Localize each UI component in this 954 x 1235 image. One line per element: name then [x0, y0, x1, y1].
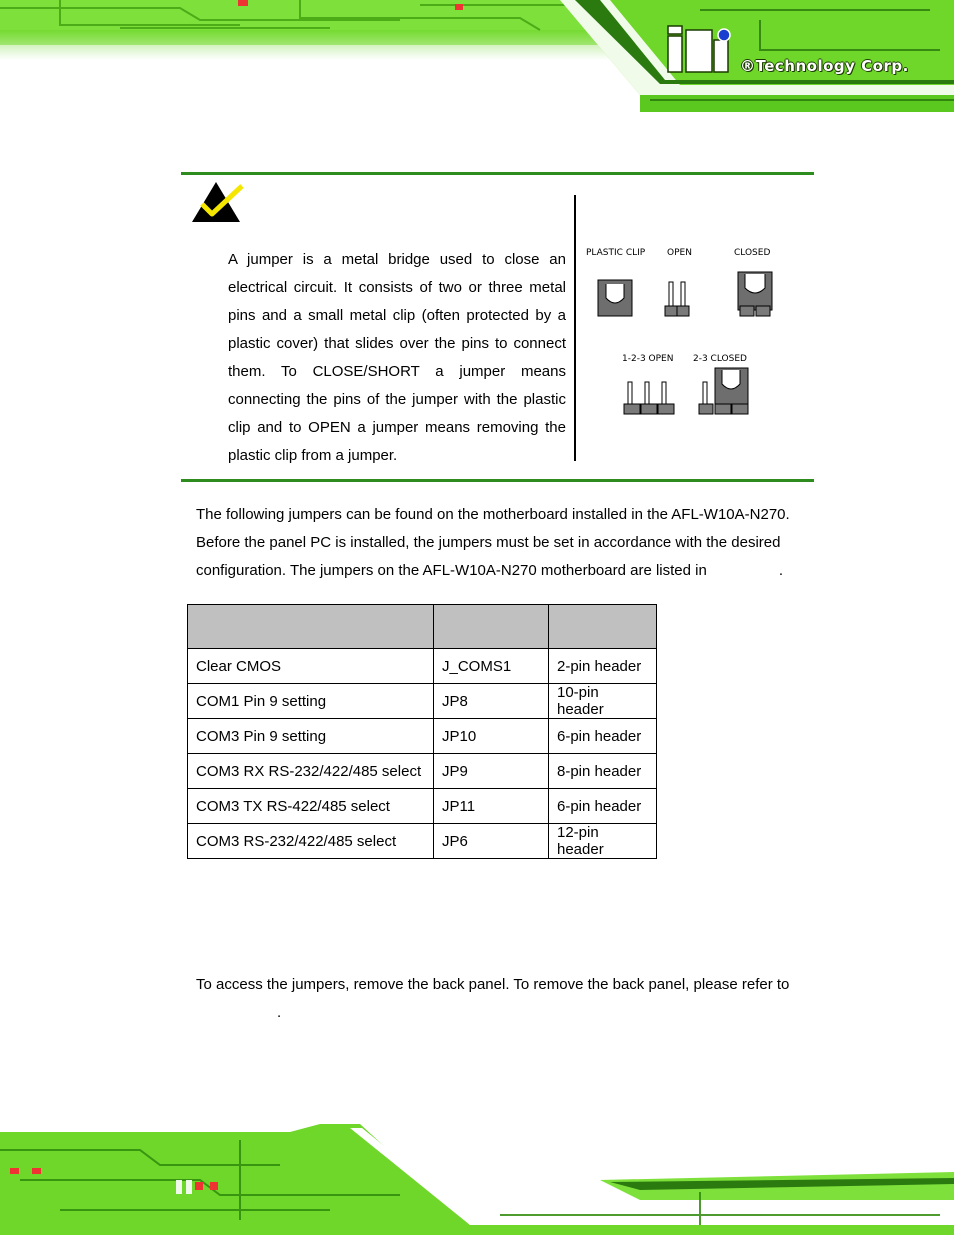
table-row: [188, 649, 657, 684]
jumper-label: J_COMS1: [434, 649, 549, 684]
intro-line-2: Before the panel PC is installed, the jumpers must be set in accordance with the desired: [196, 534, 781, 551]
jumper-type: 10-pin header: [549, 684, 657, 719]
jumper-type: 6-pin header: [549, 789, 657, 824]
table-row: [188, 789, 657, 824]
note-divider: [574, 195, 576, 461]
jumper-label: JP8: [434, 684, 549, 719]
access-line-2: [196, 999, 816, 1027]
page-header: [0, 0, 954, 112]
note-top-rule: [181, 172, 814, 175]
jumper-description: COM3 TX RS-422/485 select: [188, 789, 434, 824]
jumper-label: JP10: [434, 719, 549, 754]
jumper-label: JP9: [434, 754, 549, 789]
jumper-description: COM3 RX RS-232/422/485 select: [188, 754, 434, 789]
table-header-cell: [434, 605, 549, 649]
label-plastic-clip: PLASTIC CLIP: [586, 248, 646, 258]
intro-line-1: The following jumpers can be found on the motherboard installed in the AFL-W10A-N270.: [196, 506, 790, 523]
table-row: [188, 719, 657, 754]
access-line-2-end: .: [277, 1004, 282, 1021]
table-header-cell: [549, 605, 657, 649]
jumper-label: JP6: [434, 824, 549, 859]
jumper-description: COM3 RS-232/422/485 select: [188, 824, 434, 859]
label-closed: CLOSED: [734, 248, 771, 258]
table-row: [188, 824, 657, 859]
table-header-row: [188, 605, 657, 649]
checkmark-note-icon: [190, 180, 246, 224]
note-text: A jumper is a metal bridge used to close an electrical circuit. It consists of two or three metal pins and a small metal clip (often protected by a plastic cover) that slides over the pins to connect them. To CLOSE/SHORT a jumper means connecting the pins of the jumper with the plastic clip and to OPEN a jumper means removing the plastic clip from a jumper.: [228, 251, 566, 464]
circuit-board-footer-graphic: [0, 1120, 954, 1235]
access-paragraph: [196, 971, 816, 1027]
table-row: [188, 684, 657, 719]
label-23-closed: 2-3 CLOSED: [693, 354, 747, 364]
jumper-type: 6-pin header: [549, 719, 657, 754]
note-bottom-rule: [181, 479, 814, 482]
intro-line-3: [196, 557, 816, 585]
jumper-type: 12-pin header: [549, 824, 657, 859]
table-row: [188, 754, 657, 789]
jumper-description: COM1 Pin 9 setting: [188, 684, 434, 719]
jumper-illustration-icon: [582, 240, 782, 425]
company-logo-text: ®Technology Corp.: [740, 57, 909, 75]
table-header-cell: [188, 605, 434, 649]
jumper-table: [187, 604, 657, 859]
circuit-board-header-graphic: [0, 0, 954, 112]
iei-logo-icon: [668, 26, 730, 72]
jumper-description: COM3 Pin 9 setting: [188, 719, 434, 754]
intro-line-3-text: configuration. The jumpers on the AFL-W10A-N270 motherboard are listed in: [196, 562, 707, 579]
jumper-type: 2-pin header: [549, 649, 657, 684]
label-123-open: 1-2-3 OPEN: [622, 354, 674, 364]
jumper-diagram: [582, 240, 782, 425]
intro-line-3-end: .: [778, 562, 783, 579]
jumper-type: 8-pin header: [549, 754, 657, 789]
label-open: OPEN: [667, 248, 692, 258]
jumper-description: Clear CMOS: [188, 649, 434, 684]
intro-paragraph: [196, 501, 816, 585]
access-line-1: To access the jumpers, remove the back panel. To remove the back panel, please refer to: [196, 976, 790, 993]
jumper-label: JP11: [434, 789, 549, 824]
page-footer: [0, 1120, 954, 1235]
